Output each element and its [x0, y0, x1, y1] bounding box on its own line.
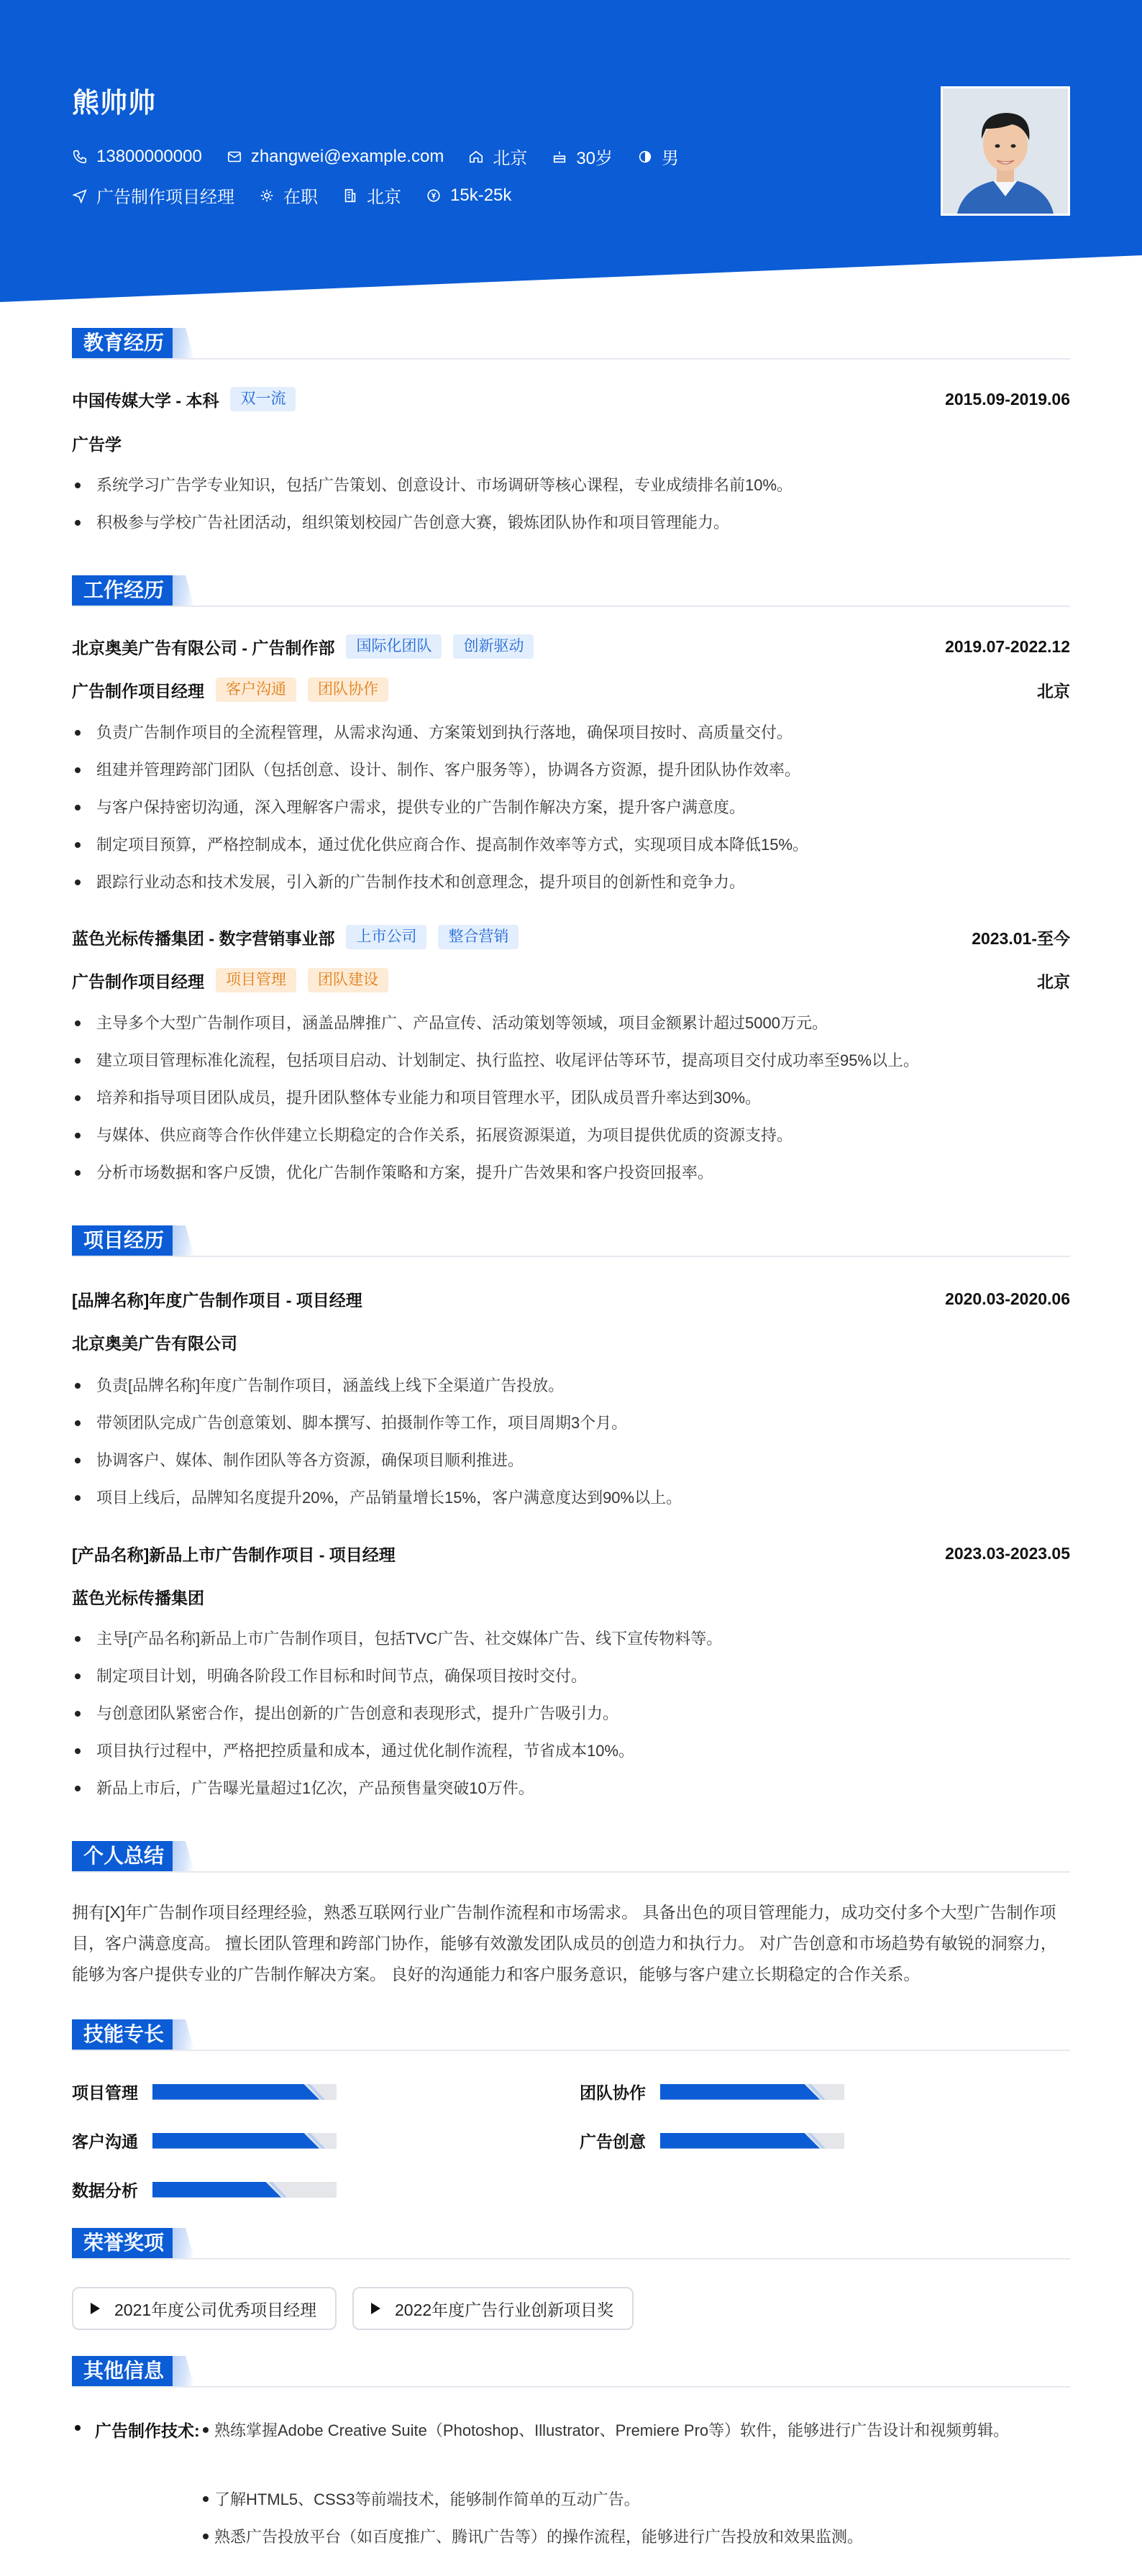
list-item: 与客户保持密切沟通，深入理解客户需求，提供专业的广告制作解决方案，提升客户满意度。	[72, 797, 1070, 818]
project-name: [品牌名称]年度广告制作项目 - 项目经理	[72, 1291, 362, 1310]
list-item: 了解HTML5、CSS3等前端技术，能够制作简单的互动广告。	[214, 2490, 640, 2508]
summary-section-header	[72, 1841, 1070, 1873]
major-row	[72, 431, 1070, 455]
skill-bar	[152, 2133, 337, 2149]
status-text: 在职	[283, 188, 318, 207]
skill-label: 团队协作	[580, 2083, 646, 2102]
project-org: 北京奥美广告有限公司	[72, 1334, 237, 1353]
other-section-header	[72, 2356, 1070, 2388]
project-header-row	[72, 1542, 1070, 1566]
project-org-row	[72, 1330, 1070, 1354]
award-badge	[352, 2287, 634, 2330]
contact-row	[72, 144, 703, 169]
project-header-row	[72, 1287, 1070, 1311]
school-tag: 双一流	[230, 387, 296, 411]
job-role: 广告制作项目经理	[72, 972, 204, 991]
awards-section-header	[72, 2228, 1070, 2260]
list-item: 跟踪行业动态和技术发展，引入新的广告制作技术和创意理念，提升项目的创新性和竞争力。	[72, 872, 1070, 893]
role-tag: 团队协作	[308, 677, 388, 702]
list-item: 积极参与学校广告社团活动，组织策划校园广告创意大赛，锻炼团队协作和项目管理能力。	[72, 512, 1070, 534]
skill-item	[580, 2080, 844, 2104]
cake-icon	[552, 149, 567, 165]
education-section-header	[72, 328, 1070, 360]
job-intent-row	[72, 183, 536, 208]
education-period: 2015.09-2019.06	[945, 389, 1070, 408]
status-item	[259, 183, 318, 208]
list-item: 协调客户、媒体、制作团队等各方资源，确保项目顺利推进。	[72, 1450, 1070, 1471]
email-item	[227, 147, 444, 167]
salary-text: 15k-25k	[450, 185, 512, 205]
gender-icon	[637, 149, 653, 165]
position-item	[72, 183, 234, 208]
gender-item	[637, 144, 679, 169]
job-header-row	[72, 634, 1070, 659]
home-icon	[468, 149, 484, 165]
role-tag: 客户沟通	[216, 677, 296, 702]
position-text: 广告制作项目经理	[96, 188, 234, 207]
skill-bar	[152, 2084, 337, 2100]
skill-label: 客户沟通	[72, 2132, 138, 2151]
company-tag: 上市公司	[346, 925, 426, 949]
job-header-row	[72, 925, 1070, 949]
role-tag: 项目管理	[216, 968, 296, 992]
list-item: 制定项目预算，严格控制成本，通过优化供应商合作、提高制作效率等方式，实现项目成本降低15%。	[72, 834, 1070, 856]
skill-item	[72, 2129, 337, 2152]
skill-label: 广告创意	[580, 2132, 646, 2151]
skill-label: 项目管理	[72, 2083, 138, 2102]
list-item: 项目上线后，品牌知名度提升20%，产品销量增长15%，客户满意度达到90%以上。	[72, 1487, 1070, 1509]
bullet-dot	[203, 2534, 209, 2539]
list-item: 带领团队完成广告创意策划、脚本撰写、拍摄制作等工作，项目周期3个月。	[72, 1412, 1070, 1434]
list-item: 负责[品牌名称]年度广告制作项目，涵盖线上线下全渠道广告投放。	[72, 1375, 1070, 1397]
list-item: 分析市场数据和客户反馈，优化广告制作策略和方案，提升广告效果和客户投资回报率。	[72, 1162, 1070, 1184]
profile-photo	[941, 86, 1070, 216]
city-text: 北京	[367, 188, 401, 207]
award-label: 2022年度广告行业创新项目奖	[395, 2300, 614, 2319]
email-text: zhangwei@example.com	[250, 146, 444, 166]
section-title: 项目经历	[72, 1225, 175, 1256]
section-title: 教育经历	[72, 328, 175, 358]
company-tag: 创新驱动	[453, 634, 534, 659]
project-period: 2020.03-2020.06	[945, 1289, 1070, 1308]
bullet-dot	[203, 2496, 209, 2502]
play-icon	[91, 2303, 100, 2314]
list-item: 制定项目计划，明确各阶段工作目标和时间节点，确保项目按时交付。	[72, 1666, 1070, 1687]
section-title: 工作经历	[72, 575, 175, 606]
list-item: 建立项目管理标准化流程，包括项目启动、计划制定、执行监控、收尾评估等环节，提高项目交付成功率至95%以上。	[72, 1050, 1070, 1072]
project-name: [产品名称]新品上市广告制作项目 - 项目经理	[72, 1545, 396, 1564]
mail-icon	[227, 149, 242, 165]
play-icon	[371, 2303, 380, 2314]
job-period: 2023.01-至今	[972, 928, 1070, 948]
major-name: 广告学	[72, 435, 122, 454]
city-item	[342, 183, 401, 208]
bullet-dot	[203, 2427, 209, 2433]
list-item: 培养和指导项目团队成员，提升团队整体专业能力和项目管理水平，团队成员晋升率达到30%。	[72, 1087, 1070, 1109]
list-item: 新品上市后，广告曝光量超过1亿次，产品预售量突破10万件。	[72, 1778, 1070, 1799]
candidate-name: 熊帅帅	[72, 88, 157, 119]
job-location: 北京	[1037, 972, 1070, 991]
project-org: 蓝色光标传播集团	[72, 1589, 204, 1607]
work-section-header	[72, 575, 1070, 607]
job-location: 北京	[1037, 681, 1070, 700]
gender-text: 男	[662, 149, 680, 168]
skills-section-header	[72, 2019, 1070, 2051]
summary-text: 拥有[X]年广告制作项目经理经验，熟悉互联网行业广告制作流程和市场需求。 具备出色的项目管理能力，成功交付多个大型广告制作项目，客户满意度高。 擅长团队管理和跨部门协作，能够有效激发团队成员的创造力和执行力。 对广告创意和市场趋势有敏锐的洞察力，能够为客户提供专业的广告制作解决方案。 良好的沟通能力和客户服务意识，能够与客户建立长期稳定的合作关系。	[72, 1903, 1057, 1983]
phone-item	[72, 147, 202, 167]
send-icon	[72, 188, 88, 204]
award-label: 2021年度公司优秀项目经理	[114, 2300, 317, 2319]
avatar	[943, 88, 1068, 214]
list-item: 主导[产品名称]新品上市广告制作项目，包括TVC广告、社交媒体广告、线下宣传物料等。	[72, 1628, 1070, 1650]
age-text: 30岁	[576, 149, 613, 168]
phone-text: 13800000000	[96, 146, 202, 166]
skill-bar	[660, 2084, 844, 2100]
other-label: 广告制作技术:	[72, 2418, 200, 2442]
company-tag: 整合营销	[438, 925, 519, 949]
job-role: 广告制作项目经理	[72, 681, 204, 700]
education-header-row	[72, 387, 1070, 411]
phone-icon	[72, 149, 88, 165]
salary-item	[426, 186, 511, 206]
skill-item	[72, 2178, 337, 2201]
section-title: 技能专长	[72, 2019, 175, 2050]
skill-item	[580, 2129, 844, 2152]
skill-label: 数据分析	[72, 2181, 138, 2200]
section-title: 个人总结	[72, 1841, 175, 1871]
list-item: 与创意团队紧密合作，提出创新的广告创意和表现形式，提升广告吸引力。	[72, 1703, 1070, 1725]
award-badge	[72, 2287, 337, 2330]
company-name: 北京奥美广告有限公司 - 广告制作部	[72, 638, 335, 657]
project-period: 2023.03-2023.05	[945, 1544, 1070, 1563]
resume-header	[0, 0, 1142, 302]
job-role-row	[72, 968, 1070, 992]
skill-bar	[660, 2133, 844, 2149]
company-tag: 国际化团队	[346, 634, 442, 659]
hometown-text: 北京	[493, 149, 528, 168]
list-item: 组建并管理跨部门团队（包括创意、设计、制作、客户服务等），协调各方资源，提升团队协作效率。	[72, 759, 1070, 781]
list-item: 项目执行过程中，严格把控质量和成本，通过优化制作流程，节省成本10%。	[72, 1740, 1070, 1762]
section-title: 其他信息	[72, 2356, 175, 2386]
list-item: 熟悉广告投放平台（如百度推广、腾讯广告等）的操作流程，能够进行广告投放和效果监测。	[214, 2528, 864, 2546]
money-icon	[426, 188, 442, 204]
age-item	[552, 144, 613, 169]
gear-icon	[259, 188, 275, 204]
skill-item	[72, 2080, 337, 2104]
hometown-item	[468, 144, 527, 169]
role-tag: 团队建设	[308, 968, 388, 992]
job-role-row	[72, 677, 1070, 702]
skill-bar	[152, 2182, 337, 2198]
company-name: 蓝色光标传播集团 - 数字营销事业部	[72, 928, 335, 948]
list-item: 负责广告制作项目的全流程管理，从需求沟通、方案策划到执行落地，确保项目按时、高质量交付。	[72, 722, 1070, 744]
section-title: 荣誉奖项	[72, 2228, 175, 2258]
project-org-row	[72, 1585, 1070, 1609]
list-item: 系统学习广告学专业知识，包括广告策划、创意设计、市场调研等核心课程，专业成绩排名前10%。	[72, 475, 1070, 496]
building-icon	[342, 188, 358, 204]
list-item: 与媒体、供应商等合作伙伴建立长期稳定的合作关系，拓展资源渠道，为项目提供优质的资源支持。	[72, 1125, 1070, 1146]
project-section-header	[72, 1225, 1070, 1257]
list-item: 主导多个大型广告制作项目，涵盖品牌推广、产品宣传、活动策划等领域，项目金额累计超过5000万元。	[72, 1013, 1070, 1034]
list-item: 熟练掌握Adobe Creative Suite（Photoshop、Illustrator、Premiere Pro等）软件，能够进行广告设计和视频剪辑。	[214, 2421, 1010, 2439]
school-name: 中国传媒大学 - 本科	[72, 390, 219, 410]
job-period: 2019.07-2022.12	[945, 636, 1070, 656]
